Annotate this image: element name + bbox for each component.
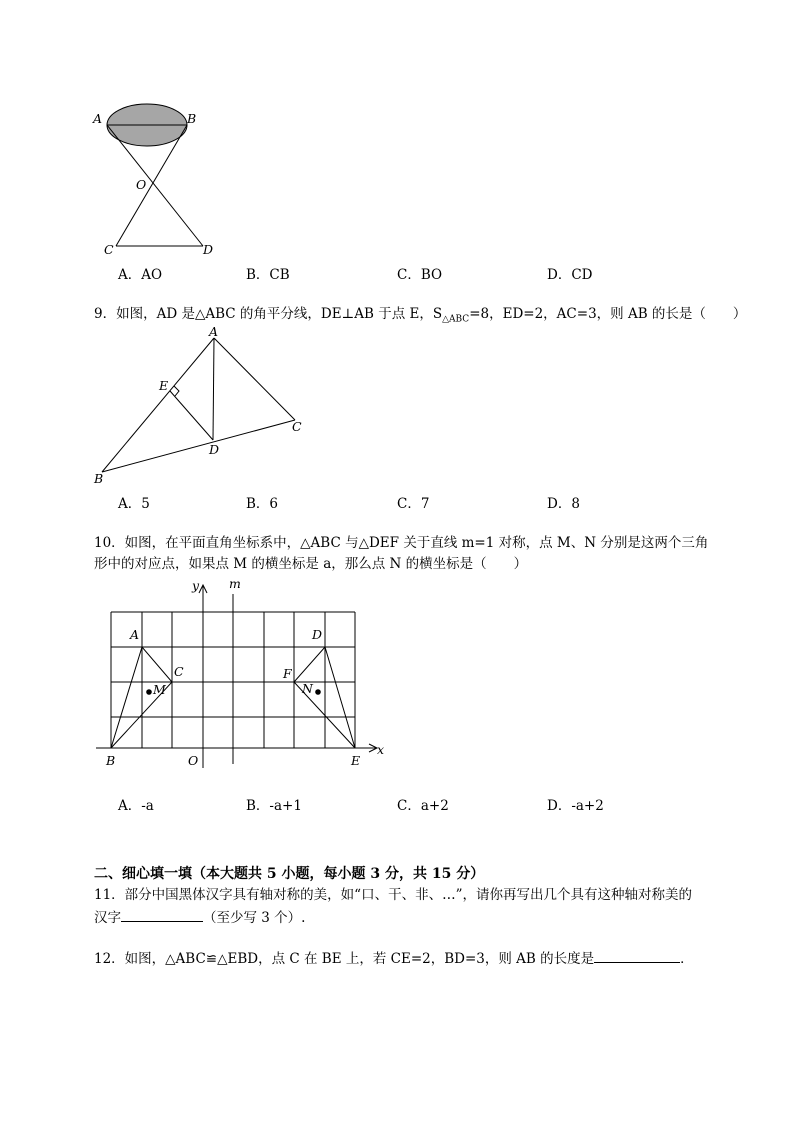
q10-label-o: O bbox=[188, 753, 199, 768]
q8-option-c[interactable]: C．BO bbox=[397, 267, 443, 283]
q10-point-m bbox=[146, 689, 152, 695]
q10-label-m: m bbox=[229, 576, 241, 591]
section2-title: 二、细心填一填（本大题共 5 小题，每小题 3 分，共 15 分） bbox=[94, 866, 485, 882]
q10-option-a[interactable]: A．-a bbox=[118, 798, 154, 814]
q8-label-b: B bbox=[187, 111, 197, 126]
q10-label-a: A bbox=[130, 627, 140, 642]
q9-label-c: C bbox=[292, 419, 302, 434]
q9-stem-part1: 9．如图，AD 是△ABC 的角平分线，DE⊥AB 于点 E，S bbox=[94, 306, 443, 322]
q9-label-e: E bbox=[159, 378, 169, 393]
q10-label-d: D bbox=[312, 627, 323, 642]
q9-segment-bc bbox=[102, 420, 295, 472]
q9-segment-ad bbox=[213, 338, 214, 440]
q11-line2-suffix: （至少写 3 个）. bbox=[203, 910, 306, 926]
q10-option-c[interactable]: C．a+2 bbox=[397, 798, 449, 814]
q10-label-e: E bbox=[351, 753, 361, 768]
q9-stem-subscript: △ABC bbox=[442, 314, 470, 325]
q10-label-n: N bbox=[302, 681, 313, 696]
q9-label-b: B bbox=[94, 471, 104, 486]
q12-stem-end: ． bbox=[680, 951, 694, 967]
q10-label-f: F bbox=[283, 666, 292, 681]
q11-line1: 11．部分中国黑体汉字具有轴对称的美，如“口、干、非、…”，请你再写出几个具有这种轴对称美的 bbox=[94, 887, 692, 903]
q11-line2 bbox=[94, 907, 305, 928]
q11-answer-blank[interactable] bbox=[121, 907, 203, 922]
q9-label-d: D bbox=[209, 442, 220, 457]
q8-label-o: O bbox=[136, 177, 147, 192]
q9-option-a[interactable]: A．5 bbox=[118, 496, 150, 512]
q9-option-b[interactable]: B．6 bbox=[246, 496, 279, 512]
q8-option-b[interactable]: B．CB bbox=[246, 267, 290, 283]
q8-label-d: D bbox=[203, 242, 214, 257]
q8-label-a: A bbox=[93, 111, 103, 126]
q9-option-c[interactable]: C．7 bbox=[397, 496, 430, 512]
q9-segment-ab bbox=[102, 338, 214, 472]
q9-right-angle-mark bbox=[174, 386, 179, 396]
q10-option-b[interactable]: B．-a+1 bbox=[246, 798, 302, 814]
q9-segment-de bbox=[170, 391, 213, 440]
q9-label-a: A bbox=[209, 326, 219, 339]
q10-label-m-point: M bbox=[153, 682, 166, 697]
q10-option-d[interactable]: D．-a+2 bbox=[547, 798, 604, 814]
q8-label-c: C bbox=[104, 242, 114, 257]
q10-label-y: y bbox=[192, 578, 200, 593]
q9-figure bbox=[88, 326, 308, 488]
q10-label-c: C bbox=[174, 664, 184, 679]
q10-stem-line1: 10．如图，在平面直角坐标系中，△ABC 与△DEF 关于直线 m=1 对称，点 M、N 分别是这两个三角 bbox=[94, 535, 709, 551]
q8-figure bbox=[88, 96, 228, 262]
q9-segment-ac bbox=[214, 338, 295, 420]
q10-label-x: x bbox=[377, 742, 385, 757]
q8-option-a[interactable]: A．AO bbox=[118, 267, 163, 283]
q12-stem bbox=[94, 948, 694, 969]
q12-stem-text: 12．如图，△ABC≌△EBD，点 C 在 BE 上，若 CE=2，BD=3，则 AB 的长度是 bbox=[94, 951, 595, 967]
q10-label-b: B bbox=[106, 753, 116, 768]
q10-figure bbox=[88, 576, 388, 772]
q9-option-d[interactable]: D．8 bbox=[547, 496, 580, 512]
q12-answer-blank[interactable] bbox=[594, 948, 680, 963]
q9-stem-part2: =8，ED=2，AC=3，则 AB 的长是（ ） bbox=[469, 306, 747, 322]
q8-option-d[interactable]: D．CD bbox=[547, 267, 593, 283]
q10-point-n bbox=[315, 689, 321, 695]
q11-line2-prefix: 汉字 bbox=[94, 910, 121, 926]
q10-stem-line2: 形中的对应点，如果点 M 的横坐标是 a，那么点 N 的横坐标是（ ） bbox=[94, 556, 528, 572]
